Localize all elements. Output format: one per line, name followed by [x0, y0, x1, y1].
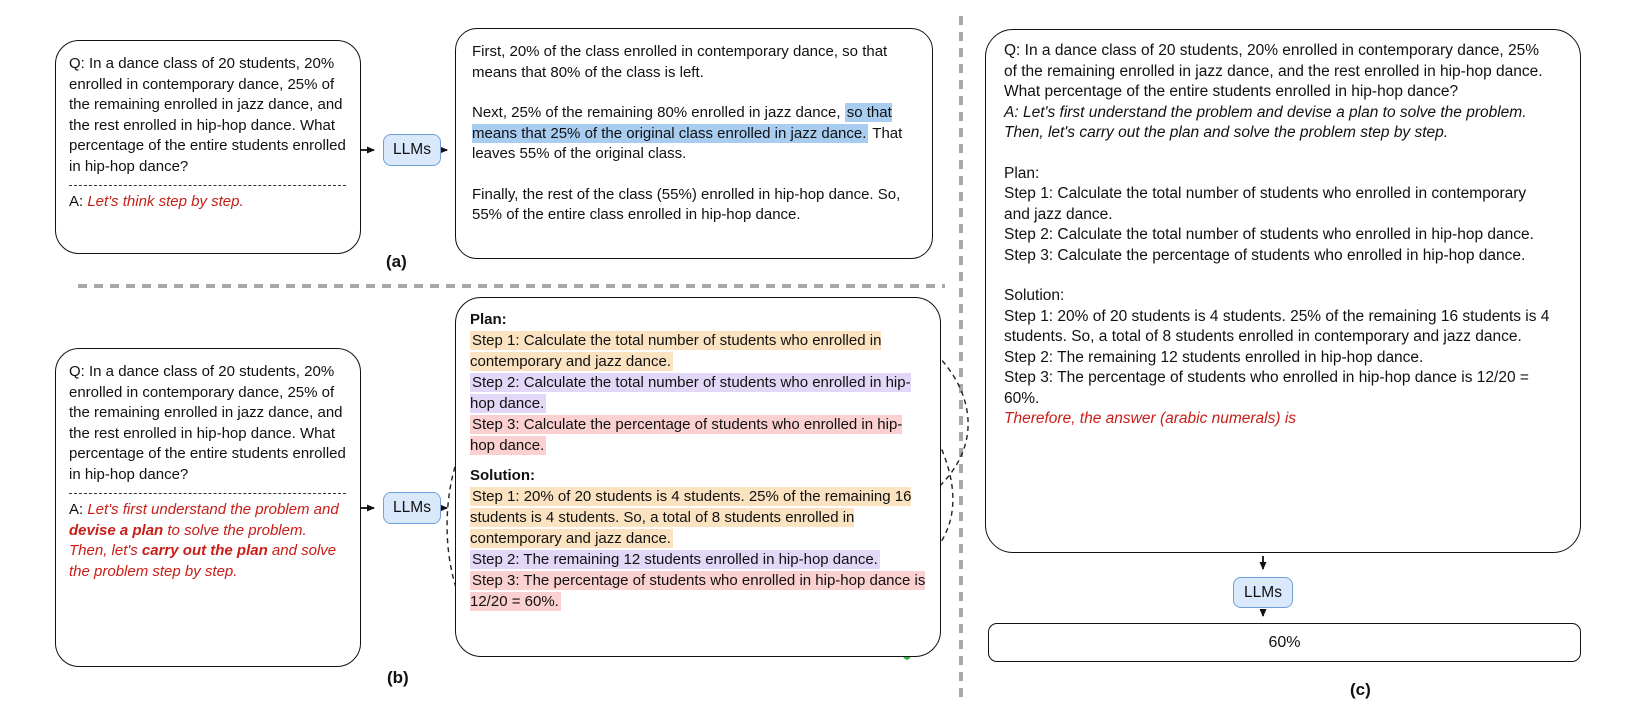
solution-heading: Solution: [1004, 287, 1065, 304]
solution-heading: Solution: [470, 467, 535, 484]
solution-step-1: Step 1: 20% of 20 students is 4 students. 25% of the remaining 16 students is 4 students. So, a total of 8 students enrolled in contemporary and jazz dance. [1004, 307, 1550, 345]
answer-line [69, 500, 348, 582]
response-paragraph-1: First, 20% of the class enrolled in contemporary dance, so that means that 80% of the class is left. [472, 43, 888, 81]
panel-a-question-box [55, 40, 361, 254]
plan-step-2: Step 2: Calculate the total number of students who enrolled in hip-hop dance. [470, 374, 911, 412]
plan-step [470, 330, 926, 372]
section-gap [470, 456, 926, 465]
solution-step-3: Step 3: The percentage of students who enrolled in hip-hop dance is 12/20 = 60%. [470, 572, 926, 610]
panel-b-question-box [55, 348, 361, 667]
plan-step-1: Step 1: Calculate the total number of students who enrolled in contemporary and jazz dance. [470, 332, 882, 370]
answer-line-2 [1004, 123, 1554, 144]
solution-step-2: Step 2: The remaining 12 students enrolled in hip-hop dance. [472, 551, 878, 568]
panel-b-plan-box [455, 297, 941, 657]
solution-step-3: Step 3: The percentage of students who enrolled in hip-hop dance is 12/20 = 60%. [1004, 369, 1529, 407]
response-paragraph-2 [472, 103, 914, 165]
section-gap [1004, 144, 1554, 164]
plan-step-3: Step 3: Calculate the percentage of students who enrolled in hip-hop dance. [470, 416, 903, 454]
prompt-line1-post: to solve the problem. [163, 521, 307, 539]
plan-step-1: Step 1: Calculate the total number of students who enrolled in contemporary and jazz dance. [1004, 185, 1527, 223]
final-answer-value: 60% [1268, 633, 1301, 651]
llms-box-c [1233, 577, 1293, 608]
solution-step-2: Step 2: The remaining 12 students enrolled in hip-hop dance. [1004, 348, 1424, 366]
error-highlight: so that means that 25% of the original class enrolled in jazz dance. [472, 104, 892, 142]
llms-label: LLMs [393, 141, 431, 158]
paragraph-gap [472, 165, 914, 185]
answer-prefix: A: [1004, 103, 1023, 121]
response-paragraph-3: Finally, the rest of the class (55%) enrolled in hip-hop dance. So, 55% of the entire class enrolled in hip-hop dance. [472, 185, 901, 223]
paragraph-gap [472, 83, 914, 103]
paragraph-2-post: That leaves 55% of the original class. [472, 124, 903, 162]
paragraph-2-pre: Next, 25% of the remaining 80% enrolled in jazz dance, [472, 104, 845, 121]
cot-trigger-prompt: Let's think step by step. [87, 193, 244, 210]
plan-step [470, 372, 926, 414]
answer-line-1 [1004, 103, 1554, 124]
panel-c-label: (c) [1350, 680, 1371, 699]
solution-step [470, 549, 926, 570]
prompt-line-1: Let's first understand the problem and devise a plan to solve the problem. [1022, 103, 1527, 121]
answer-extraction-prompt: Therefore, the answer (arabic numerals) is [1004, 410, 1297, 427]
plan-heading: Plan: [1004, 164, 1040, 182]
llms-label: LLMs [1244, 583, 1282, 601]
prompt-line2-pre: Then, let's [69, 542, 142, 559]
answer-prefix: A: [69, 501, 88, 518]
question-text: Q: In a dance class of 20 students, 20% enrolled in contemporary dance, 25% of the remaining enrolled in jazz dance, and the rest enrolled in hip-hop dance. What percentage of the entire students enrolled in hip-hop dance? [69, 55, 346, 175]
plan-step-2: Step 2: Calculate the total number of students who enrolled in hip-hop dance. [1004, 226, 1534, 243]
section-gap [1004, 266, 1554, 286]
plan-step [470, 414, 926, 456]
question-text: Q: In a dance class of 20 students, 20% enrolled in contemporary dance, 25% of the remaining enrolled in jazz dance, and the rest enrolled in hip-hop dance. What percentage of the entire students enrolled in hip-hop dance? [69, 363, 346, 483]
answer-line [69, 192, 348, 213]
question-text: Q: In a dance class of 20 students, 20% enrolled in contemporary dance, 25% of the remaining enrolled in jazz dance, and the rest enrolled in hip-hop dance. What percentage of the entire students enrolled in hip-hop dance? [1004, 42, 1543, 100]
panel-a-response-box [455, 28, 933, 259]
llms-label: LLMs [393, 499, 431, 516]
answer-trigger-line [1004, 409, 1554, 430]
plan-step-3: Step 3: Calculate the percentage of students who enrolled in hip-hop dance. [1004, 246, 1526, 264]
panel-c-prompt-box [985, 29, 1581, 553]
plan-and-solve-prompt [69, 501, 339, 580]
panel-a-label: (a) [386, 252, 407, 271]
solution-step [470, 570, 926, 612]
answer-prefix: A: [69, 193, 88, 210]
separator-dashed-line [69, 185, 346, 186]
separator-dashed-line [69, 493, 346, 494]
prompt-line2-bold: carry out the plan [141, 542, 268, 559]
prompt-line1-bold: devise a plan [69, 521, 164, 539]
panel-c-final-answer-box [988, 623, 1581, 662]
prompt-line2-post: and solve the problem step by step. [69, 542, 337, 580]
solution-step-1: Step 1: 20% of 20 students is 4 students. 25% of the remaining 16 students is 4 students. So, a total of 8 students enrolled in contemporary and jazz dance. [470, 488, 912, 547]
llms-box-a [383, 134, 441, 166]
prompt-line-2: Then, let's carry out the plan and solve the problem step by step. [1004, 124, 1449, 141]
plan-heading: Plan: [470, 311, 507, 328]
prompt-line1-pre: Let's first understand the problem and [87, 501, 339, 518]
solution-step [470, 486, 926, 549]
llms-box-b [383, 492, 441, 524]
panel-b-label: (b) [387, 668, 409, 687]
